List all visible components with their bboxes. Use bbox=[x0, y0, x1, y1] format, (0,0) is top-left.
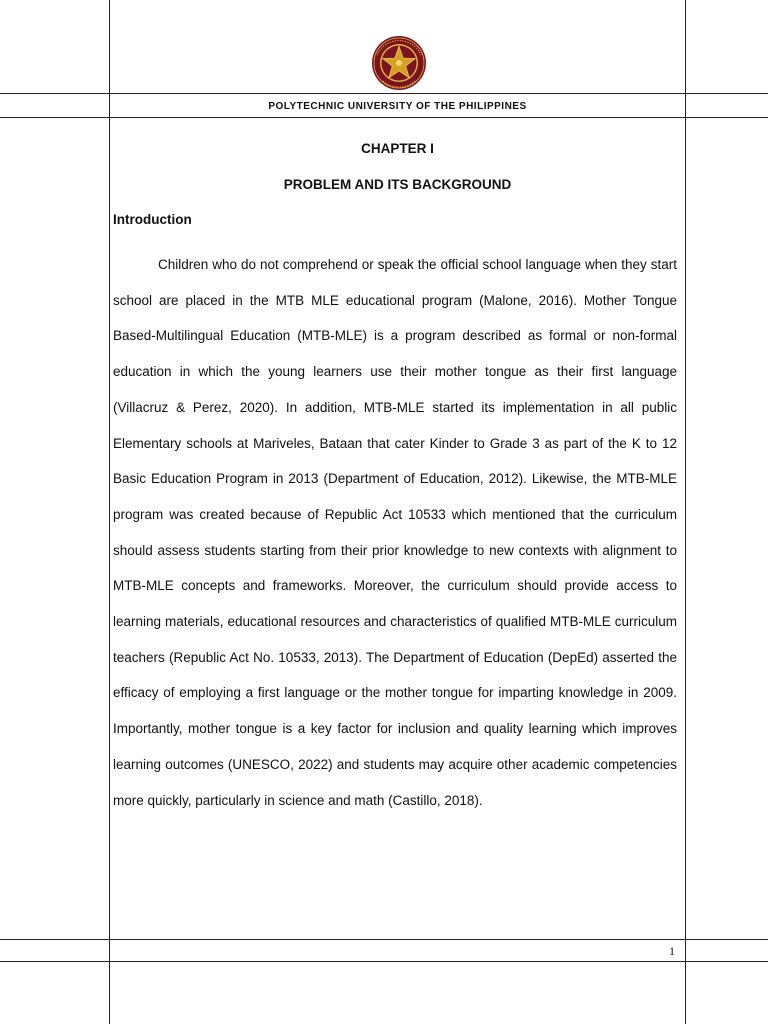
header-rule-bottom bbox=[0, 117, 768, 118]
introduction-paragraph: Children who do not comprehend or speak the official school language when they start school are placed in the MTB MLE educational program (Malone, 2016). Mother Tongue Based-Multilingual Education (MTB-MLE) is a program described as formal or non-formal education in which the young learners use their mother tongue as their first language (Villacruz & Perez, 2020). In addition, MTB-MLE started its implementation in all public Elementary schools at Mariveles, Bataan that cater Kinder to Grade 3 as part of the K to 12 Basic Education Program in 2013 (Department of Education, 2012). Likewise, the MTB-MLE program was created because of Republic Act 10533 which mentioned that the curriculum should assess students starting from their prior knowledge to new contexts with alignment to MTB-MLE concepts and frameworks. Moreover, the curriculum should provide access to learning materials, educational resources and characteristics of qualified MTB-MLE curriculum teachers (Republic Act No. 10533, 2013). The Department of Education (DepEd) asserted the efficacy of employing a first language or the mother tongue for imparting knowledge in 2009. Importantly, mother tongue is a key factor for inclusion and quality learning which improves learning outcomes (UNESCO, 2022) and students may acquire other academic competencies more quickly, particularly in science and math (Castillo, 2018). bbox=[113, 257, 677, 808]
chapter-title: PROBLEM AND ITS BACKGROUND bbox=[283, 177, 512, 192]
page-number: 1 bbox=[669, 944, 675, 958]
footer-rule-top bbox=[0, 939, 768, 940]
university-name: POLYTECHNIC UNIVERSITY OF THE PHILIPPINES bbox=[268, 101, 527, 112]
header-rule-top bbox=[0, 93, 768, 94]
chapter-number: CHAPTER I bbox=[361, 141, 434, 156]
university-seal-logo bbox=[363, 35, 435, 91]
section-heading: Introduction bbox=[113, 212, 192, 227]
footer-rule-bottom bbox=[0, 961, 768, 962]
